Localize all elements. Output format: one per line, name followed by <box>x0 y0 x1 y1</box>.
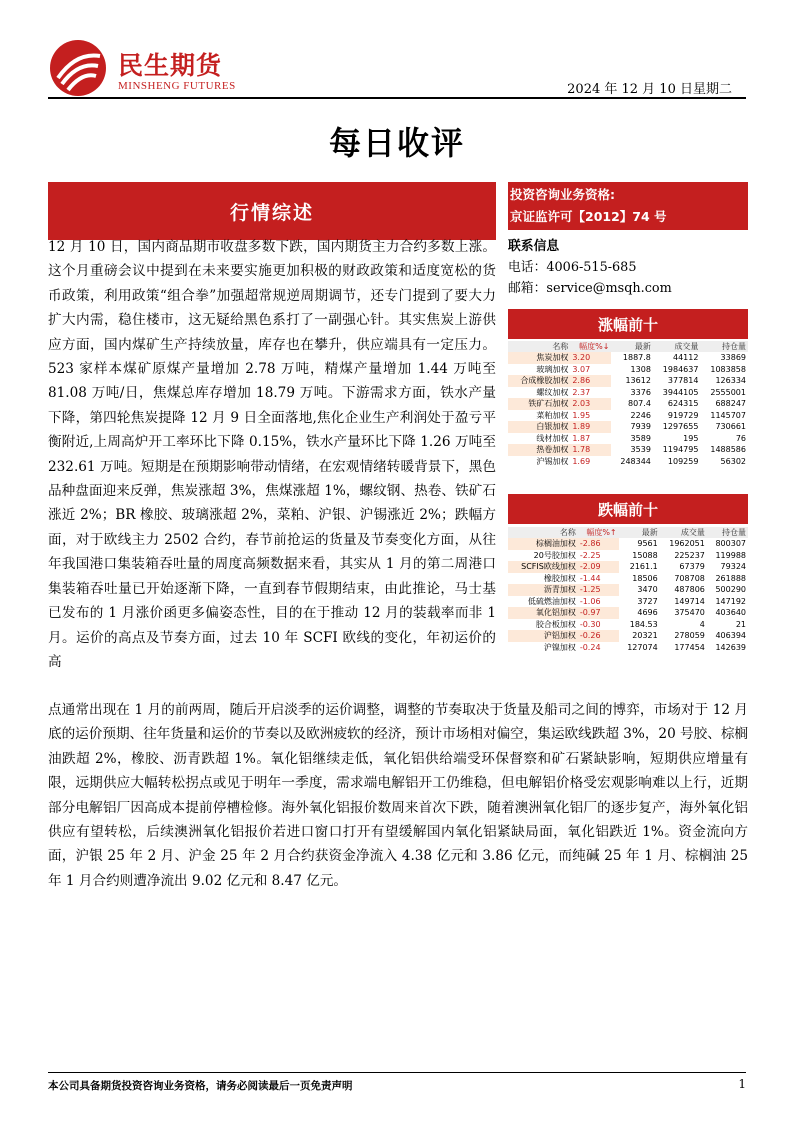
change-pct: -2.09 <box>578 561 619 573</box>
table-cell: 1297655 <box>662 422 699 432</box>
change-pct: -1.06 <box>579 596 601 606</box>
table-cell: 119988 <box>715 550 746 560</box>
table-cell: 142639 <box>715 642 746 652</box>
change-pct: 1.78 <box>570 444 611 456</box>
table-cell: 1083858 <box>710 364 746 374</box>
table-cell: 76 <box>735 433 746 443</box>
table-row <box>508 444 748 456</box>
table-cell: 79324 <box>720 562 746 572</box>
column-header: 名称 <box>508 527 578 538</box>
change-pct: -0.24 <box>579 642 601 652</box>
table-cell: 1145707 <box>710 410 746 420</box>
table-cell: 4696 <box>637 608 658 618</box>
table-row <box>508 433 748 445</box>
change-pct: -2.86 <box>578 538 619 550</box>
contract-name: 橡胶加权 <box>543 573 576 583</box>
change-pct: 1.69 <box>572 456 591 466</box>
header-divider <box>48 97 746 99</box>
table-cell: 3539 <box>630 445 651 455</box>
change-pct: 2.03 <box>570 398 611 410</box>
table-cell: 1308 <box>630 364 651 374</box>
table-row <box>508 584 748 596</box>
qualification-line: 投资咨询业务资格: <box>510 187 615 202</box>
page-number: 1 <box>738 1077 746 1091</box>
table-cell: 4 <box>699 619 705 629</box>
logo-name-cn: 民生期货 <box>118 51 223 80</box>
column-header: 成交量 <box>660 527 707 538</box>
contract-name: 沪镍加权 <box>543 642 576 652</box>
table-row <box>508 410 748 422</box>
contract-name: 沥青加权 <box>508 584 578 596</box>
table-row <box>508 421 748 433</box>
table-row <box>508 642 748 654</box>
table-cell: 9561 <box>637 539 658 549</box>
contract-name: 胶合板加权 <box>535 619 576 629</box>
table-cell: 15088 <box>632 550 658 560</box>
contract-name: 棕榈油加权 <box>508 538 578 550</box>
table-cell: 500290 <box>715 585 746 595</box>
contact-info <box>508 236 672 299</box>
table-cell: 21 <box>735 619 746 629</box>
gainers-title: 涨幅前十 <box>508 309 748 339</box>
contract-name: 合成橡胶加权 <box>508 375 570 387</box>
table-row <box>508 364 748 376</box>
table-cell: 375470 <box>674 608 705 618</box>
change-pct: -1.44 <box>579 573 601 583</box>
column-header: 最新 <box>611 341 652 352</box>
contract-name: 菜粕加权 <box>536 410 569 420</box>
column-header: 名称 <box>508 341 570 352</box>
change-pct: -2.25 <box>579 550 601 560</box>
table-row <box>508 538 748 550</box>
report-date: 2024 年 12 月 10 日星期二 <box>567 82 732 97</box>
change-pct: -1.25 <box>578 584 619 596</box>
table-cell: 33869 <box>720 353 746 363</box>
phone-number: 4006-515-685 <box>546 260 637 275</box>
footer-disclaimer: 本公司具备期货投资咨询业务资格，请务必阅读最后一页免责声明 <box>48 1080 353 1092</box>
table-cell: 708708 <box>674 573 705 583</box>
contract-name: 热卷加权 <box>508 444 570 456</box>
table-row <box>508 352 748 364</box>
email-label: 邮箱： <box>508 281 547 296</box>
table-cell: 487806 <box>674 585 705 595</box>
table-cell: 67379 <box>679 562 705 572</box>
table-cell: 1887.8 <box>622 353 651 363</box>
table-cell: 688247 <box>715 399 746 409</box>
table-cell: 127074 <box>627 642 658 652</box>
table-cell: 730661 <box>715 422 746 432</box>
contract-name: 玻璃加权 <box>536 364 569 374</box>
phone-label: 电话： <box>508 260 547 275</box>
change-pct: 2.86 <box>570 375 611 387</box>
table-cell: 3944105 <box>662 387 699 397</box>
change-pct: 1.87 <box>572 433 591 443</box>
table-row <box>508 561 748 573</box>
table-cell: 800307 <box>715 539 746 549</box>
table-row <box>508 573 748 585</box>
change-pct: -0.26 <box>578 630 619 642</box>
table-row <box>508 456 748 468</box>
table-cell: 184.53 <box>629 619 658 629</box>
table-cell: 624315 <box>667 399 699 409</box>
table-cell: 248344 <box>620 456 651 466</box>
change-pct: 3.20 <box>570 352 611 364</box>
company-logo <box>48 38 248 98</box>
table-cell: 149714 <box>674 596 705 606</box>
contract-name: 线材加权 <box>536 433 569 443</box>
change-pct: 1.95 <box>572 410 591 420</box>
table-cell: 18506 <box>632 573 658 583</box>
email-row <box>508 278 672 299</box>
column-header: 持仓量 <box>707 527 748 538</box>
table-cell: 225237 <box>674 550 705 560</box>
column-header: 最新 <box>619 527 660 538</box>
change-pct: 1.89 <box>570 421 611 433</box>
logo-name-en: MINSHENG FUTURES <box>118 80 236 92</box>
qualification-box <box>508 182 748 230</box>
page-title: 每日收评 <box>328 124 465 162</box>
table-cell: 3589 <box>630 433 651 443</box>
section-heading: 行情综述 <box>48 182 496 240</box>
table-cell: 20321 <box>632 631 658 641</box>
table-cell: 3727 <box>637 596 658 606</box>
column-header: 持仓量 <box>700 341 748 352</box>
column-header: 幅度%↓ <box>570 341 611 352</box>
contract-name: 焦炭加权 <box>508 352 570 364</box>
contract-name: 20号胶加权 <box>533 550 576 560</box>
contract-name: 白银加权 <box>508 421 570 433</box>
license-line: 京证监许可【2012】74 号 <box>510 209 667 224</box>
table-cell: 126334 <box>715 376 746 386</box>
change-pct: 2.37 <box>572 387 591 397</box>
contract-name: 沪锡加权 <box>536 456 569 466</box>
table-cell: 3470 <box>637 585 658 595</box>
table-row <box>508 596 748 608</box>
table-row <box>508 607 748 619</box>
table-cell: 403640 <box>715 608 746 618</box>
losers-title: 跌幅前十 <box>508 494 748 524</box>
change-pct: -0.97 <box>578 607 619 619</box>
contract-name: SCFIS欧线加权 <box>508 561 578 573</box>
contract-name: 沪铝加权 <box>508 630 578 642</box>
logo-icon <box>48 38 108 98</box>
table-cell: 2555001 <box>710 387 746 397</box>
table-cell: 147192 <box>715 596 746 606</box>
table-cell: 13612 <box>625 376 651 386</box>
table-cell: 56302 <box>720 456 746 466</box>
table-cell: 109259 <box>667 456 699 466</box>
table-cell: 177454 <box>674 642 705 652</box>
column-header: 成交量 <box>653 341 701 352</box>
table-cell: 195 <box>683 433 699 443</box>
table-cell: 3376 <box>630 387 651 397</box>
email-address: service@msqh.com <box>546 281 672 296</box>
table-row <box>508 630 748 642</box>
table-cell: 44112 <box>672 353 699 363</box>
contract-name: 低硫燃油加权 <box>527 596 576 606</box>
contract-name: 螺纹加权 <box>536 387 569 397</box>
table-cell: 2161.1 <box>629 562 658 572</box>
table-cell: 377814 <box>667 376 699 386</box>
table-cell: 406394 <box>715 631 746 641</box>
table-row <box>508 387 748 399</box>
table-cell: 7939 <box>630 422 651 432</box>
table-cell: 1488586 <box>710 445 746 455</box>
table-row <box>508 550 748 562</box>
footer-divider <box>48 1072 746 1073</box>
table-cell: 261888 <box>715 573 746 583</box>
change-pct: -0.30 <box>579 619 601 629</box>
table-cell: 278059 <box>674 631 705 641</box>
change-pct: 3.07 <box>572 364 591 374</box>
column-header: 幅度%↑ <box>578 527 619 538</box>
phone-row <box>508 257 672 278</box>
table-cell: 919729 <box>667 410 699 420</box>
market-summary-continued: 点通常出现在 1 月的前两周，随后开启淡季的运价调整，调整的节奏取决于货量及船司之间的博弈，市场对于 12 月底的运价预期、往年货量和运价的节奏以及欧洲疲软的经济，预计市场相对偏空，集运欧线跌超 3%，20 号胶、棕榈油跌超 2%，橡胶、沥青跌超 1%。氧化铝继续走低，氧化铝供给端受环保督察和矿石紧缺影响，短期供应增量有限，远期供应大幅转松拐点或见于明年一季度，需求端电解铝开工仍维稳，但电解铝价格受宏观影响难以上行，近期部分电解铝厂因高成本提前停槽检修。海外氧化铝报价数周来首次下跌，随着澳洲氧化铝厂的逐步复产，海外氧化铝供应有望转松，后续澳洲氧化铝报价若进口窗口打开有望缓解国内氧化铝紧缺局面，氧化铝跌近 1%。资金流向方面，沪银 25 年 2 月、沪金 25 年 2 月合约获资金净流入 4.38 亿元和 3.86 亿元，而纯碱 25 年 1 月、棕榈油 25 年 1 月合约则遭净流出 9.02 亿元和 8.47 亿元。 <box>48 702 749 889</box>
table-row <box>508 375 748 387</box>
contract-name: 铁矿石加权 <box>508 398 570 410</box>
table-cell: 807.4 <box>628 399 651 409</box>
table-cell: 2246 <box>630 410 651 420</box>
table-row <box>508 619 748 631</box>
contact-title: 联系信息 <box>508 239 560 254</box>
table-cell: 1984637 <box>662 364 699 374</box>
contract-name: 氧化铝加权 <box>508 607 578 619</box>
table-row <box>508 398 748 410</box>
market-summary-text: 12 月 10 日，国内商品期市收盘多数下跌，国内期货主力合约多数上涨。这个月重磅会议中提到在未来要实施更加积极的财政政策和适度宽松的货币政策，利用政策“组合拳”加强超常规逆周期调节，还专门提到了要大力扩大内需，稳住楼市，这无疑给黑色系打了一副强心针。其实焦炭上游供应方面，国内煤矿生产持续放量，库存也在攀升，供应端具有一定压力。523 家样本煤矿原煤产量增加 2.78 万吨，精煤产量增加 1.44 万吨至 81.08 万吨/日，焦煤总库存增加 18.79 万吨。下游需求方面，铁水产量下降，第四轮焦炭提降 12 月 9 日全面落地,焦化企业生产利润处于盈亏平衡附近,上周高炉开工率环比下降 0.15%，铁水产量环比下降 1.26 万吨至 232.61 万吨。短期是在预期影响带动情绪，在宏观情绪转暖背景下，黑色品种盘面迎来反弹，焦炭涨超 3%，焦煤涨超 1%，螺纹钢、热卷、铁矿石涨近 2%；BR 橡胶、玻璃涨超 2%，菜粕、沪银、沪锡涨近 2%；跌幅方面，对于欧线主力 2502 合约，春节前抢运的货量及节奏变化方面，从往年我国港口集装箱吞吐量的周度高频数据来看，其实从 1 月的第二周港口集装箱吞吐量已开始逐渐下降，一直到春节假期结束，由此推论，马士基已发布的 1 月涨价函更多偏姿态性，目的在于推动 12 月的装载率而非 1 月。运价的高点及节奏方面，过去 10 年 SCFI 欧线的变化，年初运价的高 <box>48 239 496 670</box>
table-cell: 1962051 <box>669 539 705 549</box>
losers-table <box>508 527 748 653</box>
gainers-table <box>508 341 748 467</box>
table-cell: 1194795 <box>662 445 699 455</box>
